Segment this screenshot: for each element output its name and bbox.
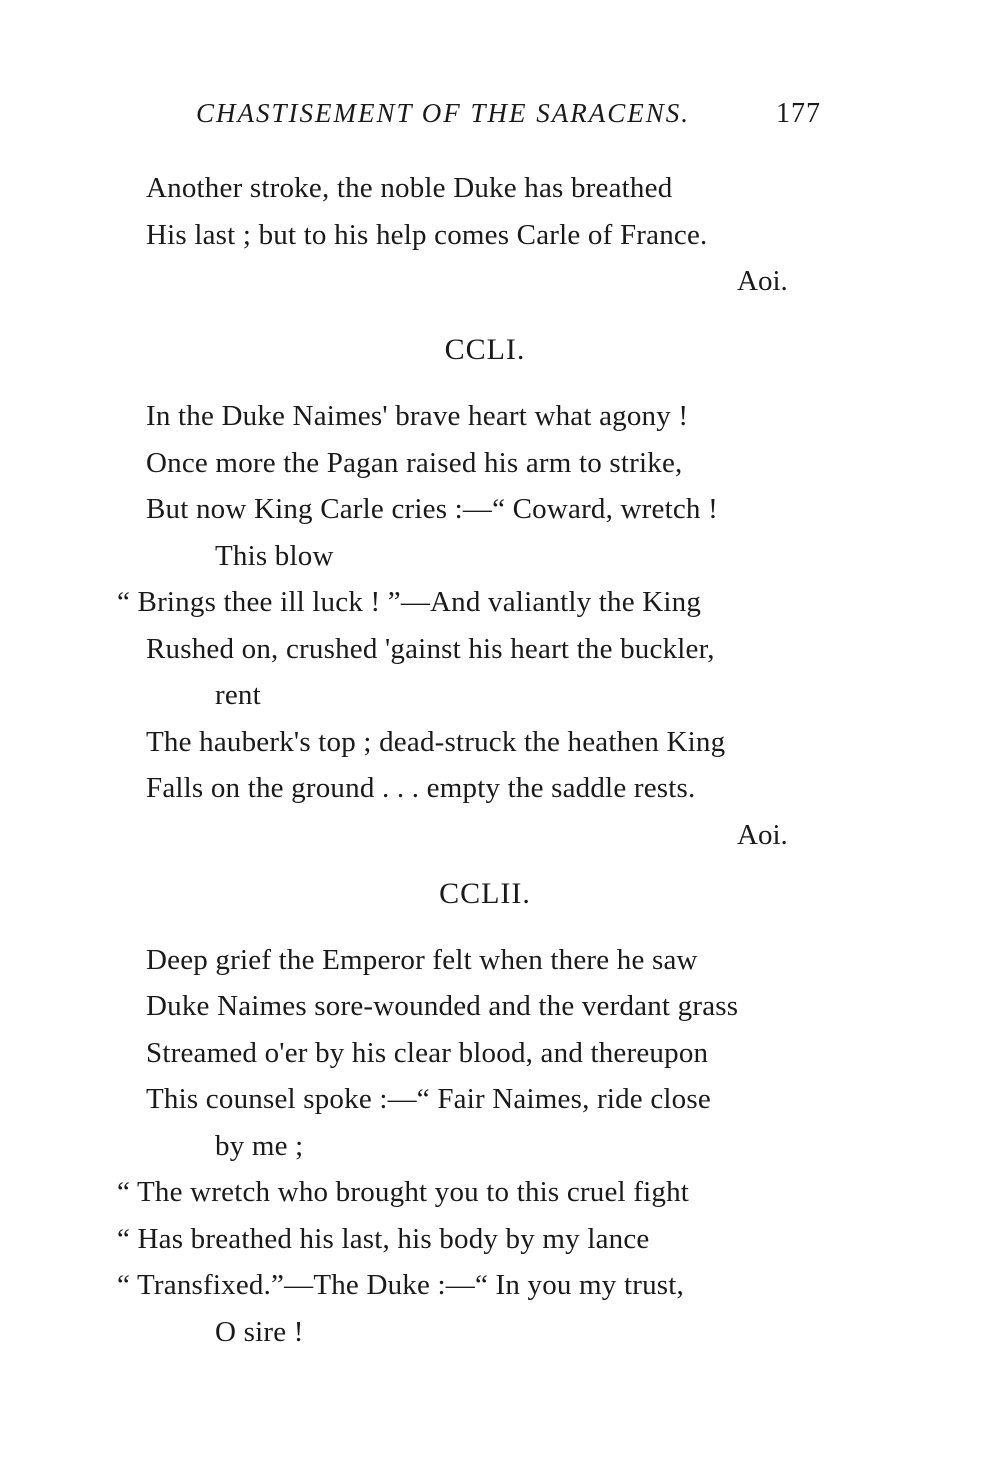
verse-line: “ The wretch who brought you to this cruel fight bbox=[117, 1176, 690, 1208]
verse-line: “ Has breathed his last, his body by my lance bbox=[117, 1223, 650, 1255]
verse-line: This counsel spoke :—“ Fair Naimes, ride close bbox=[146, 1083, 711, 1115]
verse-line-continuation: O sire ! bbox=[215, 1316, 304, 1348]
page-header bbox=[0, 98, 1000, 138]
verse-line-continuation: rent bbox=[215, 679, 261, 711]
verse-line: “ Transfixed.”—The Duke :—“ In you my trust, bbox=[117, 1269, 684, 1301]
verse-line: Rushed on, crushed 'gainst his heart the buckler, bbox=[146, 633, 715, 665]
page-number: 177 bbox=[776, 98, 821, 129]
stanza-heading: CCLII. bbox=[439, 877, 531, 910]
verse-line-continuation: by me ; bbox=[215, 1130, 304, 1162]
verse-line: Deep grief the Emperor felt when there he saw bbox=[146, 944, 698, 976]
verse-line: His last ; but to his help comes Carle of France. bbox=[146, 219, 708, 251]
refrain-aoi: Aoi. bbox=[737, 819, 788, 851]
refrain-aoi: Aoi. bbox=[737, 265, 788, 297]
verse-line: Another stroke, the noble Duke has breathed bbox=[146, 172, 673, 204]
verse-line-continuation: This blow bbox=[215, 540, 334, 572]
verse-line: But now King Carle cries :—“ Coward, wretch ! bbox=[146, 493, 718, 525]
verse-line: “ Brings thee ill luck ! ”—And valiantly the King bbox=[117, 586, 702, 618]
running-title: CHASTISEMENT OF THE SARACENS. bbox=[196, 98, 691, 128]
verse-line: Streamed o'er by his clear blood, and thereupon bbox=[146, 1037, 709, 1069]
stanza-heading: CCLI. bbox=[444, 333, 526, 366]
verse-line: Duke Naimes sore-wounded and the verdant grass bbox=[146, 990, 739, 1022]
verse-line: Falls on the ground . . . empty the saddle rests. bbox=[146, 772, 696, 804]
verse-line: The hauberk's top ; dead-struck the heathen King bbox=[146, 726, 726, 758]
verse-line: In the Duke Naimes' brave heart what agony ! bbox=[146, 400, 689, 432]
verse-line: Once more the Pagan raised his arm to strike, bbox=[146, 447, 683, 479]
